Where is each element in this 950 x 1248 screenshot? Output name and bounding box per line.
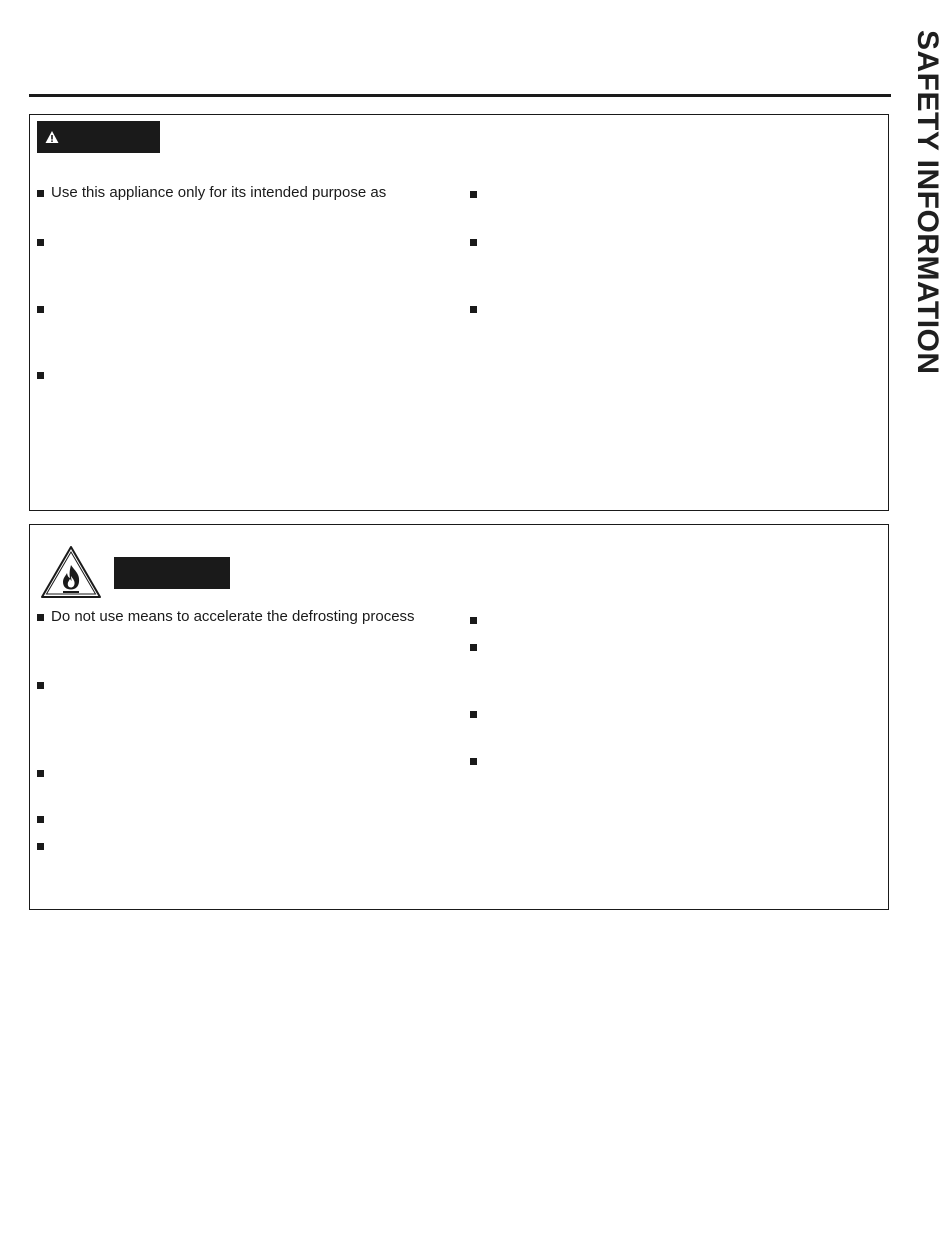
list-item	[470, 233, 484, 246]
list-item	[37, 608, 415, 626]
list-item	[470, 185, 484, 198]
section-side-title: SAFETY INFORMATION	[911, 30, 944, 375]
signal-word-bar	[114, 557, 230, 589]
fire-hazard-panel	[29, 524, 889, 910]
bullet-icon	[37, 306, 44, 313]
warning-panel	[29, 114, 889, 511]
list-item	[37, 233, 51, 246]
flammable-fire-hazard-icon	[40, 545, 102, 599]
bullet-icon	[470, 758, 477, 765]
list-item-text: Do not use means to accelerate the defrosting process	[51, 608, 415, 625]
warning-triangle-icon	[45, 130, 59, 144]
list-item	[37, 764, 51, 777]
bullet-icon	[37, 239, 44, 246]
header-rule	[29, 94, 891, 97]
list-item	[37, 676, 51, 689]
list-item	[37, 366, 51, 379]
bullet-icon	[470, 711, 477, 718]
list-item	[470, 611, 484, 624]
bullet-icon	[37, 770, 44, 777]
list-item	[470, 705, 484, 718]
list-item	[37, 837, 51, 850]
list-item-text: Use this appliance only for its intended purpose as	[51, 184, 387, 201]
list-item	[37, 300, 51, 313]
list-item	[470, 752, 484, 765]
signal-word-bar	[37, 121, 160, 153]
bullet-icon	[470, 617, 477, 624]
bullet-icon	[37, 372, 44, 379]
list-item	[470, 300, 484, 313]
bullet-icon	[470, 306, 477, 313]
bullet-icon	[470, 239, 477, 246]
bullet-icon	[37, 614, 44, 621]
list-item	[37, 184, 386, 202]
list-item	[470, 638, 484, 651]
bullet-icon	[37, 843, 44, 850]
bullet-icon	[37, 682, 44, 689]
list-item	[37, 810, 51, 823]
bullet-icon	[37, 816, 44, 823]
bullet-icon	[470, 191, 477, 198]
bullet-icon	[37, 190, 44, 197]
bullet-icon	[470, 644, 477, 651]
